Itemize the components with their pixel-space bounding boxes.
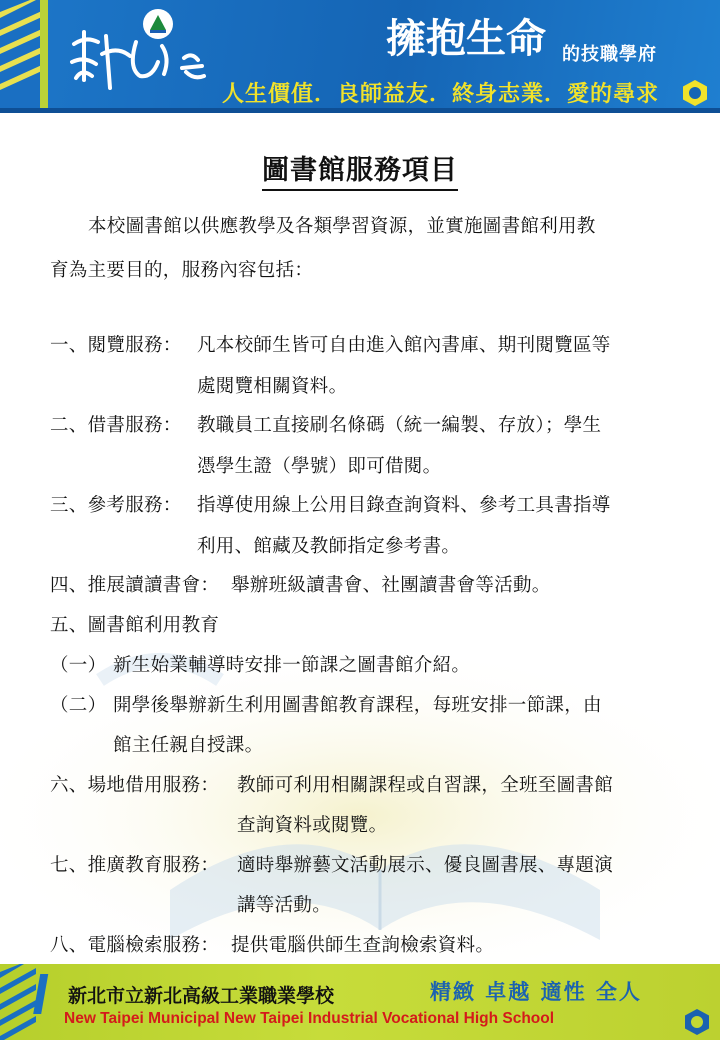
subitem-text: 新生始業輔導時安排一節課之圖書館介紹。	[113, 655, 471, 676]
header-divider	[0, 108, 720, 113]
item-label: 七、推廣教育服務：	[50, 855, 220, 876]
item-text: 教師可利用相關課程或自習課，全班至圖書館	[237, 775, 614, 796]
hexagon-nut-icon	[681, 79, 709, 107]
school-motto: 精緻 卓越 適性 全人	[430, 980, 642, 1004]
page-title: 圖書館服務項目	[0, 148, 720, 187]
item-text-cont: 查詢資料或閱覽。	[237, 815, 388, 836]
item-label: 一、閱覽服務：	[50, 335, 182, 356]
header-subtitle: 的技職學府	[562, 44, 657, 65]
intro-line-1: 本校圖書館以供應教學及各類學習資源，並實施圖書館利用教	[88, 216, 596, 237]
hexagon-nut-icon	[683, 1008, 711, 1036]
item-text: 適時舉辦藝文活動展示、優良圖書展、專題演	[237, 855, 614, 876]
subitem-label: （一）	[50, 655, 107, 676]
item-text: 凡本校師生皆可自由進入館內書庫、期刊閱覽區等	[197, 335, 611, 356]
item-text: 提供電腦供師生查詢檢索資料。	[231, 935, 495, 956]
subitem-label: （二）	[50, 695, 107, 716]
item-label: 八、電腦檢索服務：	[50, 935, 220, 956]
item-label: 五、圖書館利用教育	[50, 615, 220, 636]
item-label: 六、場地借用服務：	[50, 775, 220, 796]
item-text-cont: 處閱覽相關資料。	[197, 376, 348, 397]
stripes-decoration	[0, 964, 60, 1040]
item-text-cont: 憑學生證（學號）即可借閱。	[197, 456, 442, 477]
item-text-cont: 利用、館藏及教師指定參考書。	[197, 536, 461, 557]
subitem-text-cont: 館主任親自授課。	[113, 735, 264, 756]
calligraphy-slogan	[384, 4, 559, 66]
item-label: 四、推展讀讀書會：	[50, 575, 220, 596]
item-text: 舉辦班級讀書會、社團讀書會等活動。	[231, 575, 551, 596]
item-label: 二、借書服務：	[50, 415, 182, 436]
school-emblem-icon	[66, 6, 216, 106]
svg-text:擁抱生命: 擁抱生命	[386, 15, 546, 62]
intro-line-2: 育為主要目的，服務內容包括：	[50, 260, 314, 281]
item-label: 三、參考服務：	[50, 495, 182, 516]
subitem-text: 開學後舉辦新生利用圖書館教育課程，每班安排一節課，由	[113, 695, 602, 716]
stripes-decoration	[0, 0, 48, 113]
book-watermark	[0, 640, 720, 960]
school-english-name: New Taipei Municipal New Taipei Industrial Vocational High School	[64, 1010, 555, 1027]
item-text: 教職員工直接刷名條碼（統一編製、存放）；學生	[197, 415, 602, 436]
item-text-cont: 講等活動。	[237, 895, 332, 916]
school-name: 新北市立新北高級工業職業學校	[68, 985, 335, 1007]
header-motto: 人生價值．良師益友．終身志業．愛的尋求	[222, 82, 660, 107]
item-text: 指導使用線上公用目錄查詢資料、參考工具書指導	[197, 495, 611, 516]
footer-bar	[0, 964, 720, 1040]
header-banner	[0, 0, 720, 113]
